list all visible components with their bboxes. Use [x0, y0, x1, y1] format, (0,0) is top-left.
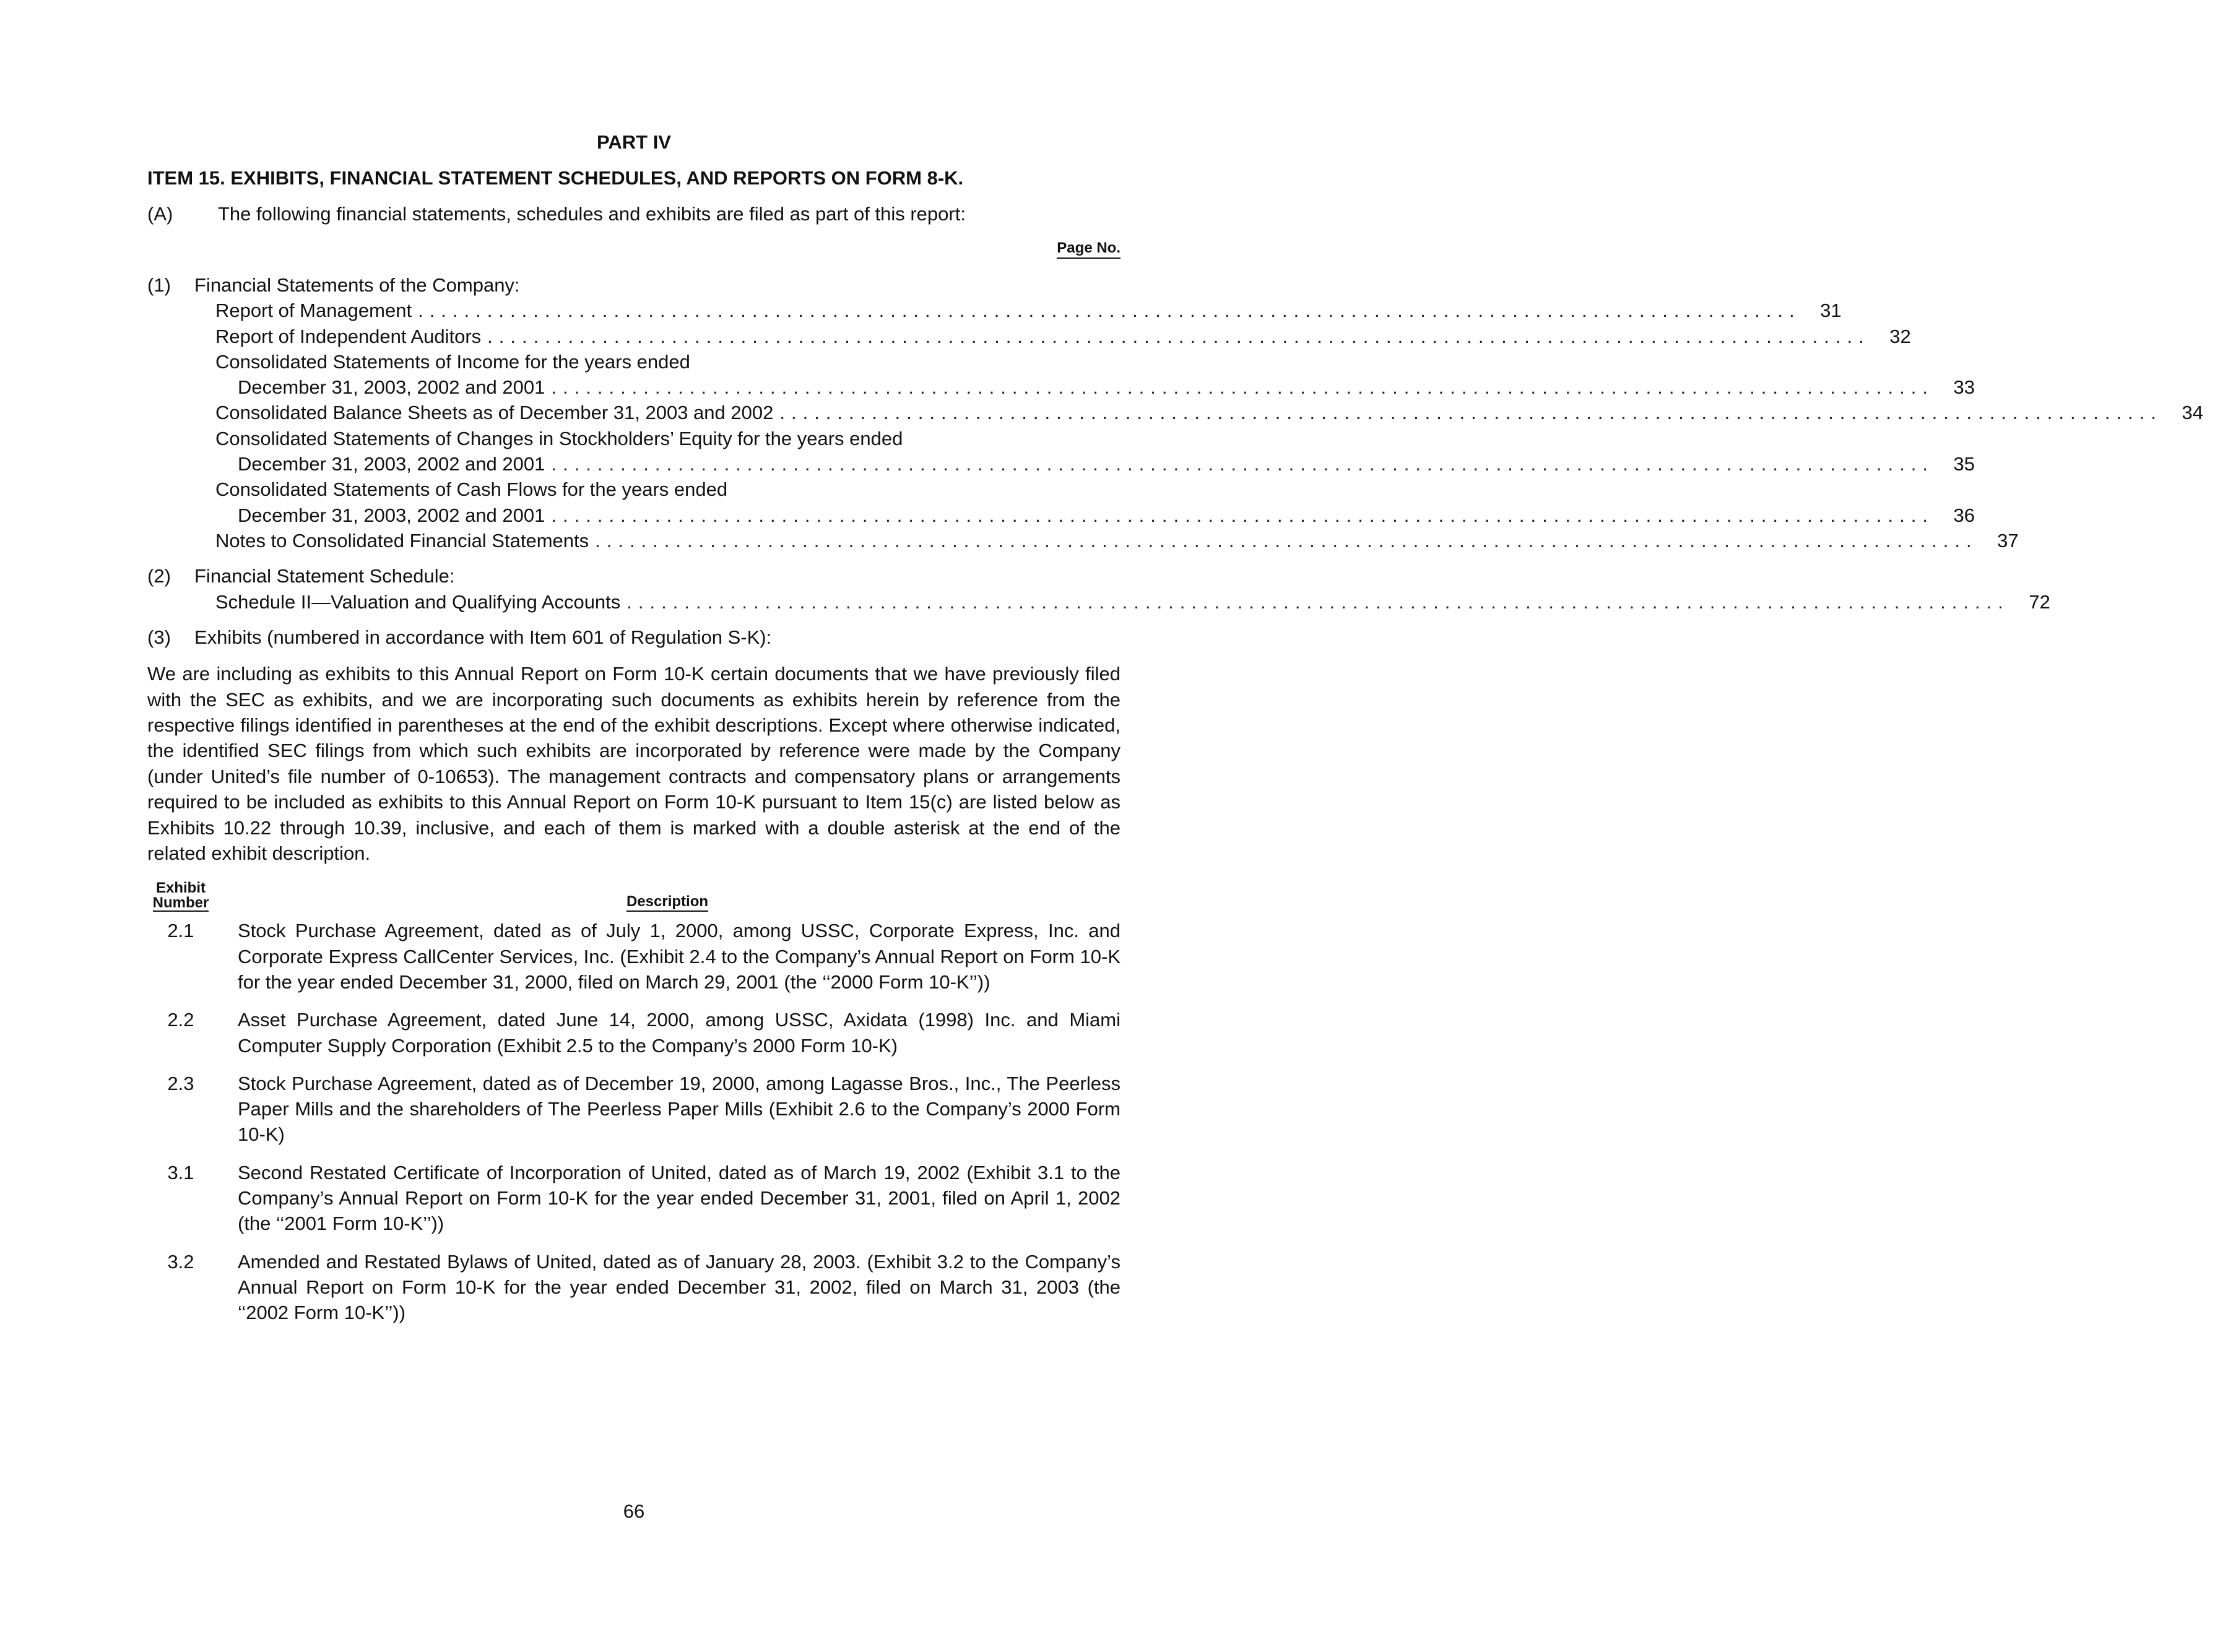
toc-entry-label: Report of Independent Auditors	[215, 325, 482, 347]
section-a-marker: (A)	[147, 203, 173, 225]
toc-group-exhibits	[147, 625, 1121, 650]
toc-entry-schedule-ii	[147, 589, 2050, 615]
leader-dots: ........................................................................................................................	[779, 402, 2162, 424]
toc-entry-equity-line2	[147, 451, 1975, 477]
leader-dots: ........................................................................................................................	[551, 504, 1934, 526]
toc-group-financial-statements	[147, 272, 2203, 553]
toc-entry-income-line2	[147, 374, 1975, 400]
section-a-text: The following financial statements, schedules and exhibits are filed as part of this report:	[218, 203, 966, 225]
toc-entry-page: 35	[1953, 453, 1975, 475]
toc-entry-page: 72	[2029, 590, 2050, 613]
exhibit-description-header	[214, 893, 1121, 912]
exhibit-row	[147, 1071, 1121, 1148]
toc-entry-report-of-management	[147, 298, 1842, 323]
exhibit-row	[147, 1007, 1121, 1058]
toc-group-title: Exhibits (numbered in accordance with Item 601 of Regulation S-K):	[194, 626, 772, 648]
leader-dots: ........................................................................................................................	[551, 453, 1934, 475]
exhibit-number-header-line2: Number	[152, 894, 209, 912]
toc-entry-label: Consolidated Balance Sheets as of December 31, 2003 and 2002	[215, 402, 774, 424]
toc-entry-cash-line2	[147, 503, 1975, 528]
toc-entry-report-of-auditors	[147, 324, 1911, 349]
toc-entry-income-line1	[147, 349, 1121, 374]
toc-entry-equity-line1	[147, 426, 1121, 451]
leader-dots: ........................................................................................................................	[626, 590, 2009, 613]
intro-paragraph: We are including as exhibits to this Annual Report on Form 10-K certain documents that we have previously filed with the SEC as exhibits, and we are incorporating such documents as exhibits herein by reference from the respective filings identified in parentheses at the end of the exhibit descriptions. Except where otherwise indicated, the identified SEC filings from which such exhibits are incorporated by reference were made by the Company (under United’s file number of 0-10653). The management contracts and compensatory plans or arrangements required to be included as exhibits to this Annual Report on Form 10-K pursuant to Item 15(c) are listed below as Exhibits 10.22 through 10.39, inclusive, and each of them is marked with a double asterisk at the end of the related exhibit description.	[147, 663, 1121, 864]
exhibit-number: 2.3	[167, 1072, 194, 1094]
toc-entry-cash-line1	[147, 477, 1121, 502]
exhibit-number: 2.1	[167, 920, 194, 942]
part-title: PART IV	[597, 131, 671, 153]
toc-group-schedule	[147, 563, 2050, 615]
page-no-header-label: Page No.	[1057, 239, 1121, 259]
toc-entry-page: 31	[1820, 300, 1842, 322]
toc-entry-label: December 31, 2003, 2002 and 2001	[238, 504, 545, 526]
toc-entry-page: 37	[1997, 529, 2019, 551]
toc-entry-label: December 31, 2003, 2002 and 2001	[238, 376, 545, 399]
toc-entry-label: Consolidated Statements of Cash Flows for the years ended	[215, 478, 728, 501]
exhibit-description: Stock Purchase Agreement, dated as of July 1, 2000, among USSC, Corporate Express, Inc. and Corporate Express CallCenter Services, Inc. (Exhibit 2.4 to the Company’s Annual Report on Form 10-K for the year ended December 31, 2000, filed on March 29, 2001 (the ‘‘2000 Form 10-K’’))	[238, 920, 1121, 993]
toc-group-number: (1)	[147, 274, 171, 296]
exhibit-number: 2.2	[167, 1009, 194, 1031]
page-number: 66	[623, 1500, 645, 1522]
item-title: ITEM 15. EXHIBITS, FINANCIAL STATEMENT SCHEDULES, AND REPORTS ON FORM 8-K.	[147, 167, 964, 189]
exhibit-description: Stock Purchase Agreement, dated as of December 19, 2000, among Lagasse Bros., Inc., The Peerless Paper Mills and the shareholders of The Peerless Paper Mills (Exhibit 2.6 to the Company’s 2000 Form 10-K)	[238, 1072, 1121, 1146]
leader-dots: ........................................................................................................................	[487, 325, 1870, 347]
exhibit-table-header	[147, 881, 1121, 912]
toc-entry-label: Consolidated Statements of Changes in Stockholders’ Equity for the years ended	[215, 427, 903, 449]
toc-entry-label: Report of Management	[215, 300, 412, 322]
toc-entry-notes	[147, 528, 2019, 553]
page-no-header	[147, 239, 1121, 259]
toc-group-heading	[147, 563, 1121, 589]
toc-group-number: (3)	[147, 626, 171, 648]
toc-group-number: (2)	[147, 565, 171, 587]
section-a	[147, 202, 1121, 227]
toc-entry-page: 32	[1889, 325, 1911, 347]
toc-entry-label: Notes to Consolidated Financial Statements	[215, 529, 589, 551]
toc-entry-label: Schedule II—Valuation and Qualifying Accounts	[215, 590, 621, 613]
toc-group-title: Financial Statement Schedule:	[194, 565, 455, 587]
leader-dots: ........................................................................................................................	[418, 300, 1801, 322]
toc-entry-page: 33	[1953, 376, 1975, 399]
leader-dots: ........................................................................................................................	[551, 376, 1934, 399]
toc-entry-page: 34	[2182, 402, 2203, 424]
toc-group-heading	[147, 272, 1121, 298]
exhibit-description: Amended and Restated Bylaws of United, dated as of January 28, 2003. (Exhibit 3.2 to the Company’s Annual Report on Form 10-K for the year ended December 31, 2002, filed on March 31, 2003 (the ‘‘2002 Form 10-K’’))	[238, 1250, 1121, 1324]
exhibit-row	[147, 918, 1121, 995]
toc-group-title: Financial Statements of the Company:	[194, 274, 520, 296]
exhibit-description: Second Restated Certificate of Incorporation of United, dated as of March 19, 2002 (Exhibit 3.1 to the Company’s Annual Report on Form 10-K for the year ended December 31, 2001, filed on April 1, 2002 (the ‘‘2001 Form 10-K’’))	[238, 1161, 1121, 1235]
toc-entry-balance-sheets	[147, 400, 2203, 425]
exhibit-number-header	[147, 881, 214, 912]
document-page	[147, 124, 2203, 1338]
toc-entry-label: Consolidated Statements of Income for the years ended	[215, 350, 690, 373]
leader-dots: ........................................................................................................................	[595, 529, 1978, 551]
exhibit-row	[147, 1249, 1121, 1326]
exhibit-description: Asset Purchase Agreement, dated June 14, 2000, among USSC, Axidata (1998) Inc. and Miami Computer Supply Corporation (Exhibit 2.5 to the Company’s 2000 Form 10-K)	[238, 1009, 1121, 1057]
exhibit-number: 3.1	[167, 1161, 194, 1183]
exhibit-row	[147, 1160, 1121, 1237]
exhibit-number: 3.2	[167, 1250, 194, 1273]
exhibit-description-header-label: Description	[626, 893, 708, 912]
exhibit-number-header-line1: Exhibit	[155, 880, 206, 897]
toc-entry-label: December 31, 2003, 2002 and 2001	[238, 453, 545, 475]
toc-entry-page: 36	[1953, 504, 1975, 526]
